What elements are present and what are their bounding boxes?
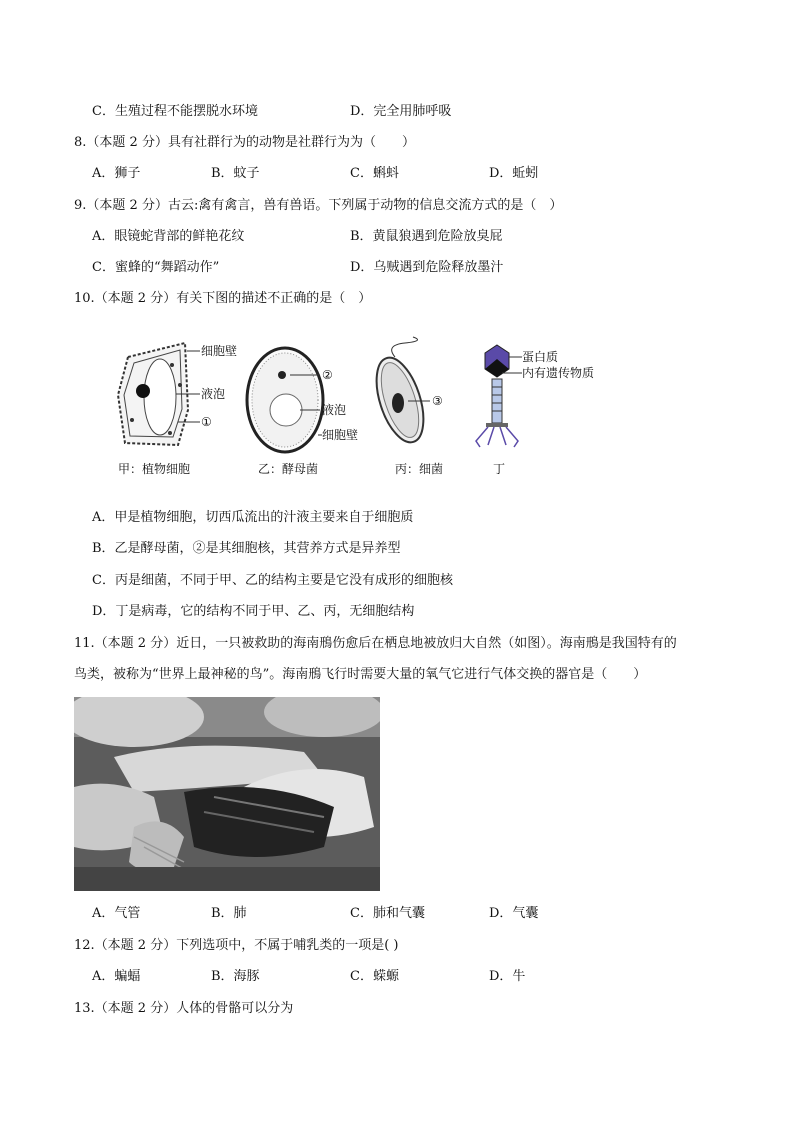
plant-cell-wall-label: 细胞壁 — [201, 344, 238, 358]
q7-option-c: C．生殖过程不能摆脱水环境 — [92, 104, 258, 119]
q9-option-d: D．乌贼遇到危险释放墨汁 — [350, 260, 504, 275]
yeast-caption: 乙：酵母菌 — [258, 462, 319, 476]
yeast-vacuole-label: 液泡 — [322, 403, 347, 417]
q9-option-c: C．蜜蜂的“舞蹈动作” — [92, 260, 220, 275]
plant-caption: 甲：植物细胞 — [118, 462, 191, 476]
q9-option-b: B．黄鼠狼遇到危险放臭屁 — [350, 229, 503, 244]
q12-option-d: D．牛 — [489, 969, 526, 984]
q10-option-b: B．乙是酵母菌，②是其细胞核，其营养方式是异养型 — [92, 541, 401, 556]
q11-option-c: C．肺和气囊 — [350, 906, 425, 921]
q11-option-a: A．气管 — [92, 906, 141, 921]
bacteria-diagram — [367, 337, 443, 476]
virus-protein-label: 蛋白质 — [522, 350, 559, 364]
plant-vacuole-label: 液泡 — [201, 387, 226, 401]
plant-cell-diagram — [118, 343, 237, 476]
q11-option-d: D．气囊 — [489, 906, 539, 921]
q11-option-b: B．肺 — [211, 906, 247, 921]
virus-caption: 丁 — [493, 462, 506, 476]
q9-stem: 9.（本题 2 分）古云:禽有禽言，兽有兽语。下列属于动物的信息交流方式的是（ ） — [74, 198, 563, 213]
bacteria-marker-3: ③ — [432, 394, 443, 408]
q11-bird-photo — [74, 697, 380, 891]
q8-option-c: C．蝌蚪 — [350, 166, 399, 181]
q13-stem: 13.（本题 2 分）人体的骨骼可以分为 — [74, 1001, 294, 1016]
q8-stem: 8.（本题 2 分）具有社群行为的动物是社群行为为（ ） — [74, 135, 415, 150]
q12-option-c: C．蝾螈 — [350, 969, 399, 984]
q12-stem: 12.（本题 2 分）下列选项中，不属于哺乳类的一项是( ) — [74, 938, 399, 953]
q9-option-a: A．眼镜蛇背部的鲜艳花纹 — [92, 229, 245, 244]
q10-option-d: D．丁是病毒，它的结构不同于甲、乙、丙，无细胞结构 — [92, 604, 415, 619]
q10-stem: 10.（本题 2 分）有关下图的描述不正确的是（ ） — [74, 291, 372, 306]
q8-option-d: D．蚯蚓 — [489, 166, 539, 181]
q11-stem-line2: 鸟类，被称为“世界上最神秘的鸟”。海南鳽飞行时需要大量的氧气它进行气体交换的器官是（ ） — [74, 667, 647, 682]
q10-option-c: C．丙是细菌，不同于甲、乙的结构主要是它没有成形的细胞核 — [92, 573, 453, 588]
q8-option-a: A．狮子 — [92, 166, 141, 181]
q10-option-a: A．甲是植物细胞，切西瓜流出的汁液主要来自于细胞质 — [92, 510, 414, 525]
yeast-diagram — [247, 348, 358, 476]
yeast-marker-2: ② — [322, 368, 333, 382]
plant-marker-1: ① — [201, 415, 212, 429]
q10-cell-figure — [110, 335, 630, 485]
q12-option-b: B．海豚 — [211, 969, 260, 984]
yeast-wall-label: 细胞壁 — [322, 428, 359, 442]
q12-option-a: A．蝙蝠 — [92, 969, 141, 984]
q8-option-b: B．蚊子 — [211, 166, 260, 181]
virus-diagram — [476, 345, 594, 476]
bacteria-caption: 丙：细菌 — [395, 462, 444, 476]
virus-genetic-label: 内有遗传物质 — [522, 366, 595, 380]
q11-stem-line1: 11.（本题 2 分）近日，一只被救助的海南鳽伤愈后在栖息地被放归大自然（如图）。海南鳽是我国特有的 — [74, 636, 677, 651]
q7-option-d: D．完全用肺呼吸 — [350, 104, 452, 119]
